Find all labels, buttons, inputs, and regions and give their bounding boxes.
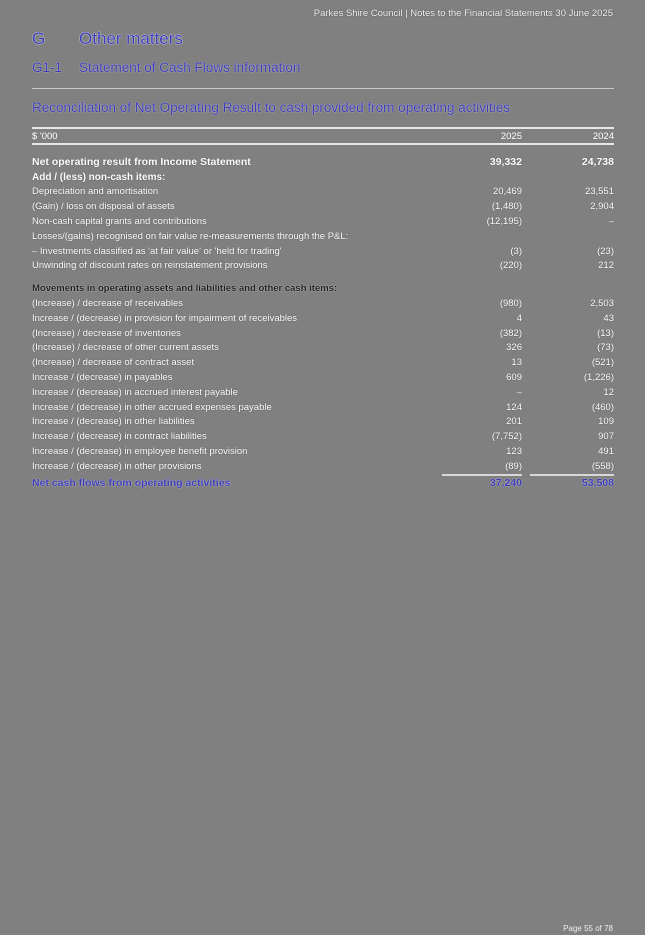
value-2024: 907 [598, 431, 614, 443]
value-2024: (460) [591, 401, 614, 413]
row-label: Non-cash capital grants and contributions [32, 216, 207, 228]
value-2025: (3) [510, 245, 522, 257]
row-label: Movements in operating assets and liabilities and other cash items: [32, 283, 338, 295]
value-2025: 201 [506, 416, 522, 428]
unit-header: $ '000 [32, 130, 58, 142]
table-row [32, 185, 614, 200]
row-label: (Increase) / decrease of other current assets [32, 342, 219, 354]
value-2024: (1,226) [583, 372, 614, 384]
row-label: (Increase) / decrease of inventories [32, 327, 181, 339]
row-label: Unwinding of discount rates on reinstatement provisions [32, 260, 268, 272]
table-row [32, 311, 614, 326]
value-2025: (220) [499, 260, 522, 272]
table-row [32, 214, 614, 229]
table-row [32, 259, 614, 274]
row-label: Increase / (decrease) in payables [32, 372, 173, 384]
row-label: Losses/(gains) recognised on fair value re-measurements through the P&L: [32, 230, 349, 242]
value-2025: 123 [506, 446, 522, 458]
total-2025: 37,240 [489, 477, 522, 490]
table-row [32, 199, 614, 214]
value-2025: 326 [506, 342, 522, 354]
value-2025: (7,752) [491, 431, 522, 443]
value-2024: 109 [598, 416, 614, 428]
table-row [32, 229, 614, 244]
value-2024: 212 [598, 260, 614, 272]
table-header [32, 127, 614, 145]
page-number: Page 55 of 78 [563, 924, 613, 933]
total-row [32, 476, 614, 491]
value-2024: 23,551 [584, 186, 614, 198]
table-row [32, 415, 614, 430]
value-2025: 39,332 [489, 156, 522, 169]
table-row [32, 170, 614, 185]
table-row [32, 370, 614, 385]
table-row [32, 459, 614, 474]
table-row [32, 296, 614, 311]
value-2025: 20,469 [492, 186, 522, 198]
value-2024: 491 [598, 446, 614, 458]
table-row [32, 429, 614, 444]
subsection-heading [32, 60, 300, 75]
table-row [32, 326, 614, 341]
col-2024-header: 2024 [592, 130, 614, 142]
row-label: Increase / (decrease) in accrued interest payable [32, 386, 238, 398]
value-2025: (1,480) [491, 201, 522, 213]
running-header: Parkes Shire Council | Notes to the Financial Statements 30 June 2025 [313, 8, 613, 19]
value-2024: (73) [597, 342, 614, 354]
row-label: (Increase) / decrease of receivables [32, 298, 184, 310]
value-2025: (12,195) [486, 216, 522, 228]
value-2024: 2,503 [590, 298, 614, 310]
value-2024: 43 [603, 312, 614, 324]
value-2024: – [608, 216, 614, 228]
movements-heading [32, 281, 614, 296]
table-row [32, 244, 614, 259]
value-2024: (558) [591, 460, 614, 472]
row-label: Net operating result from Income Statement [32, 156, 251, 169]
value-2024: 24,738 [581, 156, 614, 169]
table-row [32, 355, 614, 370]
value-2025: 4 [516, 312, 522, 324]
value-2024: (23) [597, 245, 614, 257]
table-row [32, 385, 614, 400]
table-row [32, 400, 614, 415]
section-heading [32, 29, 183, 49]
subsection-title: Statement of Cash Flows information [79, 60, 301, 75]
value-2025: (382) [499, 327, 522, 339]
value-2025: 124 [506, 401, 522, 413]
cash-flow-reconciliation-table [32, 127, 614, 491]
value-2024: (13) [597, 327, 614, 339]
row-label: Increase / (decrease) in other provisions [32, 460, 202, 472]
row-label: Increase / (decrease) in provision for impairment of receivables [32, 312, 298, 324]
value-2025: (89) [505, 460, 522, 472]
section-code: G [32, 29, 46, 48]
col-2025-header: 2025 [500, 130, 522, 142]
row-label: Depreciation and amortisation [32, 186, 159, 198]
row-label: Increase / (decrease) in other liabilities [32, 416, 195, 428]
reconciliation-title: Reconciliation of Net Operating Result to cash provided from operating activities [32, 100, 510, 115]
row-label: – Investments classified as 'at fair value' or 'held for trading' [32, 245, 282, 257]
subsection-code: G1-1 [32, 60, 63, 75]
total-2024: 53,508 [581, 477, 614, 490]
table-row [32, 341, 614, 356]
value-2025: – [516, 386, 522, 398]
row-label: Add / (less) non-cash items: [32, 171, 166, 183]
row-label: (Gain) / loss on disposal of assets [32, 201, 175, 213]
section-title: Other matters [79, 29, 183, 48]
row-label: (Increase) / decrease of contract asset [32, 357, 195, 369]
divider [32, 88, 614, 89]
row-label: Increase / (decrease) in employee benefit provision [32, 446, 248, 458]
table-row [32, 444, 614, 459]
value-2025: 609 [506, 372, 522, 384]
total-label: Net cash flows from operating activities [32, 477, 231, 490]
value-2024: 12 [603, 386, 614, 398]
value-2025: (980) [499, 298, 522, 310]
row-label: Increase / (decrease) in contract liabilities [32, 431, 207, 443]
value-2024: 2,904 [590, 201, 614, 213]
value-2024: (521) [591, 357, 614, 369]
row-label: Increase / (decrease) in other accrued expenses payable [32, 401, 272, 413]
value-2025: 13 [511, 357, 522, 369]
table-row [32, 155, 614, 170]
